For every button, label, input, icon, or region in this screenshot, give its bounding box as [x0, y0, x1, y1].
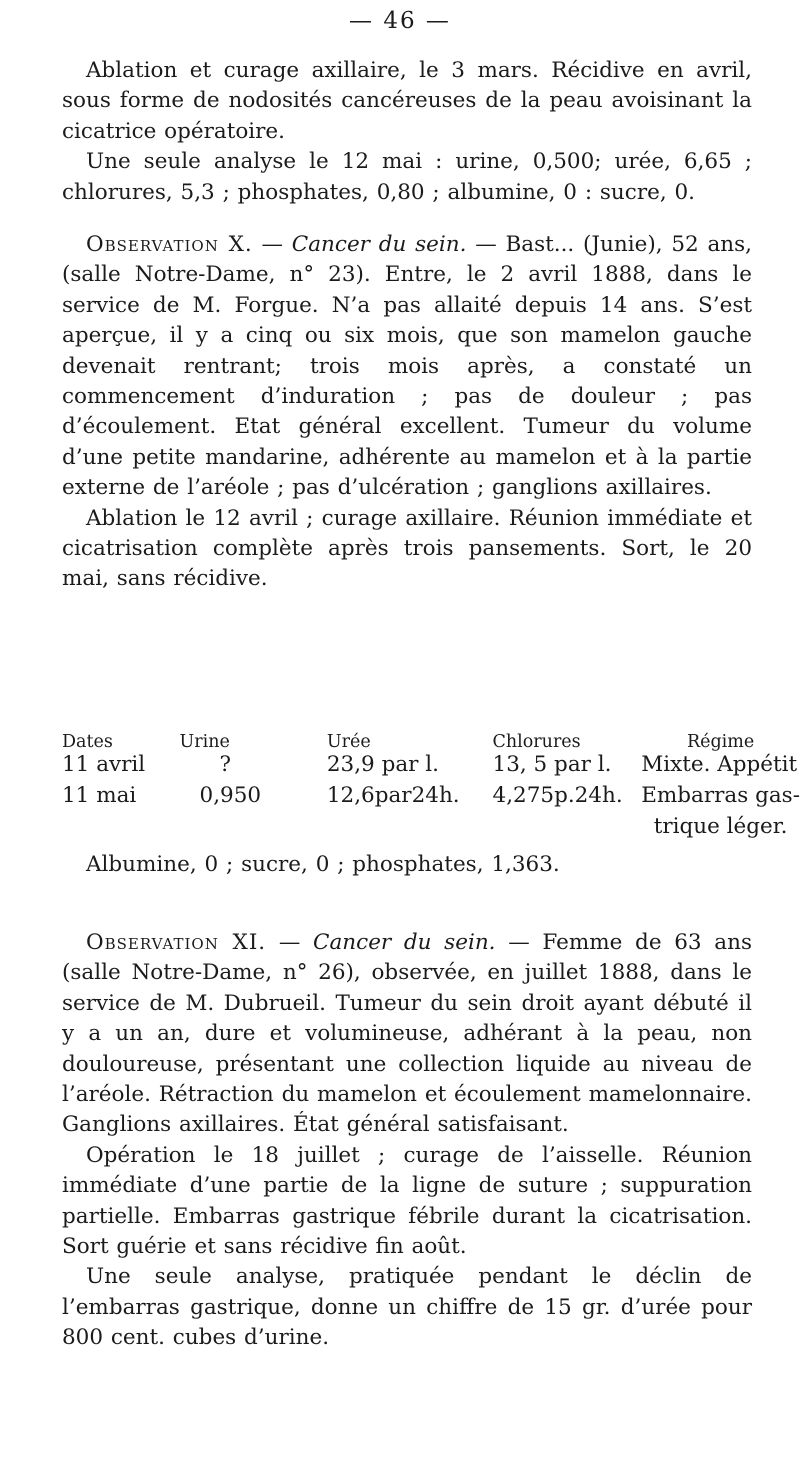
- column-header: Urine: [179, 732, 230, 752]
- observation-title: Cancer du sein.: [313, 930, 496, 955]
- observation-11: [62, 928, 752, 1354]
- paragraph-text: — Femme de 63 ans (salle Notre-Dame, n° 26), observée, en juillet 1888, dans le service de M. Dubrueil. Tumeur du sein droit ayant débuté il y a un an, dure et volumineuse, adhérant à la peau, non douloureuse, présentant une collection liquide au niveau de l’aréole. Rétraction du mamelon et écoulement mamelonnaire. Ganglions axillaires. État général satisfaisant.: [62, 930, 752, 1138]
- observation-9-end: [62, 56, 752, 208]
- column-header: Chlorures: [492, 732, 581, 752]
- dash: —: [266, 930, 314, 955]
- paragraph: Albumine, 0 ; sucre, 0 ; phosphates, 1,363.: [86, 852, 560, 877]
- column-header: Dates: [62, 732, 113, 752]
- table-row: [62, 783, 800, 814]
- table-cell: 0,950: [199, 783, 262, 808]
- table-cell: 13, 5 par l.: [492, 752, 612, 777]
- paragraph: Une seule analyse le 12 mai : urine, 0,500; urée, 6,65 ; chlorures, 5,3 ; phosphates, 0,80 ; albumine, 0 : sucre, 0.: [62, 149, 752, 205]
- observation-10: [62, 230, 752, 595]
- table-cell: Embarras gas-: [641, 783, 800, 808]
- table-cell: 23,9 par l.: [326, 752, 439, 777]
- paragraph: [62, 928, 752, 1141]
- table-cell: 4,275p.24h.: [492, 783, 623, 808]
- table-cell: 12,6par24h.: [326, 783, 460, 808]
- paragraph: Ablation et curage axillaire, le 3 mars. Récidive en avril, sous forme de nodosités cancéreuses de la peau avoisinant la cicatrice opératoire.: [62, 58, 752, 144]
- paragraph: Une seule analyse, pratiquée pendant le déclin de l’embarras gastrique, donne un chiffre de 15 gr. d’urée pour 800 cent. cubes d’urine.: [62, 1264, 752, 1351]
- table-cell: 11 avril: [62, 752, 146, 777]
- observation-title: Cancer du sein.: [291, 232, 467, 257]
- table-cell: ?: [219, 752, 232, 777]
- table-header-row: [62, 718, 800, 752]
- table-row: [62, 752, 800, 783]
- page-number: — 46 —: [349, 8, 451, 34]
- table-row: [62, 814, 800, 845]
- column-header: Régime: [686, 732, 755, 752]
- albumine-line: [62, 850, 752, 880]
- paragraph: [62, 230, 752, 504]
- analysis-table: [62, 718, 800, 845]
- column-header: Urée: [326, 732, 371, 752]
- dash: —: [252, 232, 292, 257]
- table-cell: Mixte. Appétit: [641, 752, 798, 777]
- table-cell: trique léger.: [653, 814, 788, 839]
- observation-heading: Observation X.: [86, 232, 253, 257]
- observation-heading: Observation XI.: [86, 930, 267, 955]
- table-cell: 11 mai: [62, 783, 137, 808]
- paragraph-text: — Bast... (Junie), 52 ans, (salle Notre-Dame, n° 23). Entre, le 2 avril 1888, dans le service de M. Forgue. N’a pas allaité depuis 14 ans. S’est aperçue, il y a cinq ou six mois, que son mamelon gauche devenait rentrant; trois mois après, a constaté un commencement d’induration ; pas de douleur ; pas d’écoulement. Etat général excellent. Tumeur du volume d’une petite mandarine, adhérente au mamelon et à la partie externe de l’aréole ; pas d’ulcération ; ganglions axillaires.: [62, 232, 752, 501]
- paragraph: Opération le 18 juillet ; curage de l’aisselle. Réunion immédiate d’une partie de la ligne de suture ; suppuration partielle. Embarras gastrique fébrile durant la cicatrisation. Sort guérie et sans récidive fin août.: [62, 1142, 752, 1260]
- paragraph: Ablation le 12 avril ; curage axillaire. Réunion immédiate et cicatrisation complète après trois pansements. Sort, le 20 mai, sans récidive.: [62, 505, 752, 592]
